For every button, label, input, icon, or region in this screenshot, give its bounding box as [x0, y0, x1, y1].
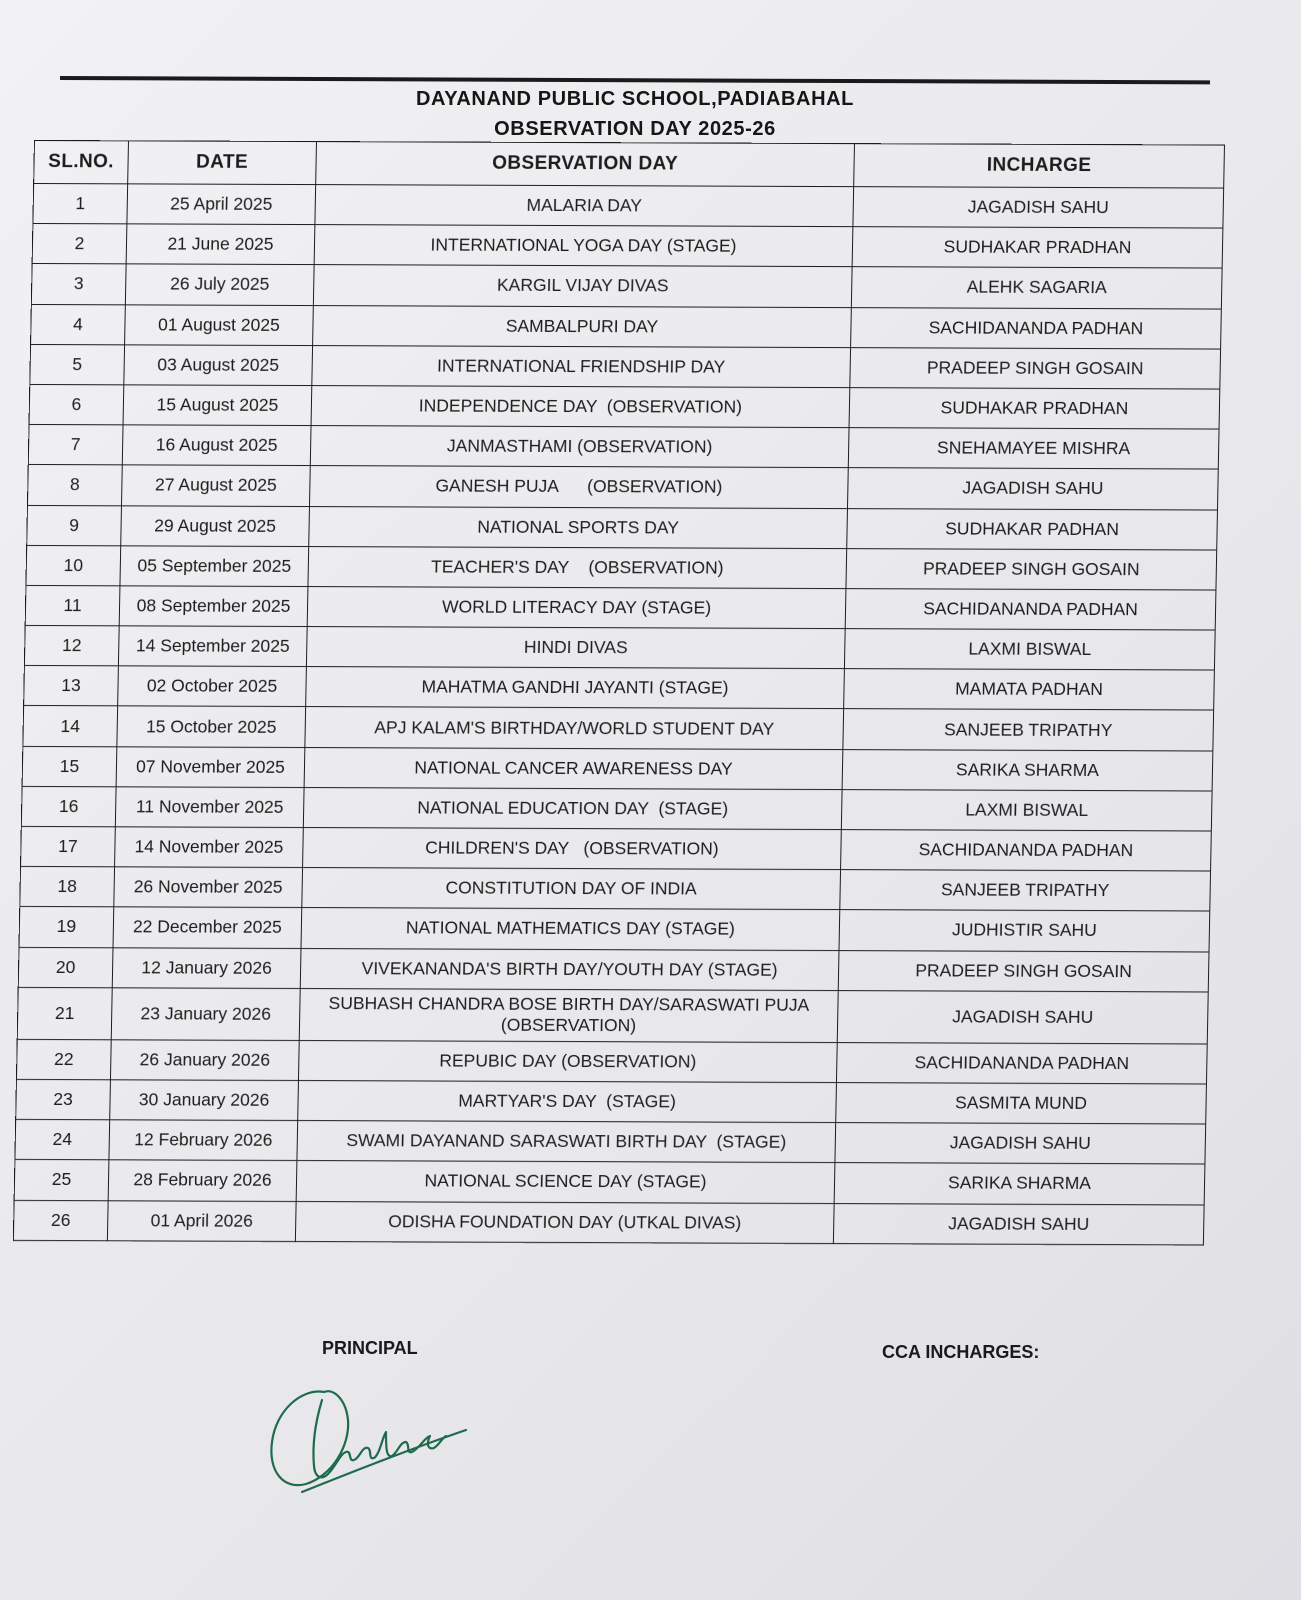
observation-table-wrapper — [13, 140, 1224, 1245]
cell-observation-day: VIVEKANANDA'S BIRTH DAY/YOUTH DAY (STAGE) — [300, 948, 839, 990]
cell-sl-no: 13 — [24, 666, 119, 707]
cell-observation-day: ODISHA FOUNDATION DAY (UTKAL DIVAS) — [295, 1201, 834, 1243]
cell-sl-no: 14 — [23, 706, 118, 747]
cell-date: 26 January 2026 — [110, 1040, 299, 1081]
column-header-sl-no: SL.NO. — [34, 141, 129, 184]
cell-date: 16 August 2025 — [122, 425, 311, 466]
cell-incharge: SACHIDANANDA PADHAN — [841, 830, 1212, 872]
table-row — [26, 545, 1217, 590]
cell-incharge: SARIKA SHARMA — [834, 1163, 1205, 1205]
table-row — [30, 344, 1221, 389]
cell-date: 12 January 2026 — [112, 947, 301, 988]
cell-sl-no: 17 — [21, 826, 116, 867]
cell-observation-day: NATIONAL CANCER AWARENESS DAY — [304, 747, 843, 789]
cell-incharge: SACHIDANANDA PADHAN — [836, 1042, 1207, 1084]
cell-date: 08 September 2025 — [119, 586, 308, 627]
cell-date: 30 January 2026 — [110, 1080, 299, 1121]
cell-observation-day: CHILDREN'S DAY (OBSERVATION) — [303, 828, 842, 870]
table-row — [24, 626, 1215, 671]
cell-incharge: PRADEEP SINGH GOSAIN — [850, 347, 1221, 389]
cell-incharge: PRADEEP SINGH GOSAIN — [838, 950, 1209, 992]
table-row — [24, 666, 1215, 711]
school-name: DAYANAND PUBLIC SCHOOL,PADIABAHAL — [416, 88, 854, 110]
cell-incharge: LAXMI BISWAL — [844, 629, 1215, 671]
table-row — [16, 1079, 1207, 1124]
cell-observation-day: JANMASTHAMI (OBSERVATION) — [310, 426, 849, 468]
cell-incharge: JAGADISH SAHU — [835, 1123, 1206, 1165]
cell-observation-day: SUBHASH CHANDRA BOSE BIRTH DAY/SARASWATI PUJA (OBSERVATION) — [299, 988, 838, 1042]
cell-date: 23 January 2026 — [111, 988, 300, 1041]
cell-sl-no: 23 — [16, 1079, 111, 1120]
cell-incharge: SNEHAMAYEE MISHRA — [848, 428, 1219, 470]
cell-date: 03 August 2025 — [124, 345, 313, 386]
cell-sl-no: 7 — [28, 425, 123, 466]
table-row — [21, 826, 1212, 871]
table-row — [31, 264, 1222, 309]
cell-date: 02 October 2025 — [118, 666, 307, 707]
cell-date: 11 November 2025 — [115, 787, 304, 828]
cell-observation-day: NATIONAL MATHEMATICS DAY (STAGE) — [301, 908, 840, 950]
table-row — [27, 465, 1218, 510]
cell-sl-no: 19 — [19, 907, 114, 948]
cell-date: 22 December 2025 — [113, 907, 302, 948]
cell-date: 25 April 2025 — [127, 184, 316, 225]
cell-incharge: SUDHAKAR PRADHAN — [852, 227, 1223, 269]
cell-date: 15 October 2025 — [117, 706, 306, 747]
cell-observation-day: WORLD LITERACY DAY (STAGE) — [307, 586, 846, 628]
cell-incharge: SUDHAKAR PADHAN — [847, 508, 1218, 550]
cell-observation-day: REPUBIC DAY (OBSERVATION) — [298, 1040, 837, 1082]
cell-observation-day: NATIONAL EDUCATION DAY (STAGE) — [303, 787, 842, 829]
cell-date: 27 August 2025 — [121, 465, 310, 506]
cell-sl-no: 1 — [33, 183, 128, 224]
cell-incharge: JAGADISH SAHU — [853, 187, 1224, 229]
cell-incharge: SANJEEB TRIPATHY — [843, 709, 1214, 751]
cell-observation-day: INTERNATIONAL YOGA DAY (STAGE) — [314, 225, 853, 267]
cell-incharge: JUDHISTIR SAHU — [839, 910, 1210, 952]
cell-observation-day: TEACHER'S DAY (OBSERVATION) — [308, 546, 847, 588]
cell-incharge: LAXMI BISWAL — [841, 789, 1212, 831]
column-header-date: DATE — [128, 141, 317, 185]
cell-sl-no: 9 — [27, 505, 122, 546]
cell-sl-no: 15 — [22, 746, 117, 787]
table-row — [25, 585, 1216, 630]
cell-observation-day: INTERNATIONAL FRIENDSHIP DAY — [312, 345, 851, 387]
table-row — [28, 425, 1219, 470]
principal-label: PRINCIPAL — [322, 1338, 418, 1358]
cell-date: 01 April 2026 — [107, 1200, 296, 1241]
cell-observation-day: MALARIA DAY — [315, 185, 854, 227]
table-row — [20, 867, 1211, 912]
cell-incharge: JAGADISH SAHU — [837, 990, 1208, 1043]
cell-incharge: SARIKA SHARMA — [842, 749, 1213, 791]
cell-date: 01 August 2025 — [125, 304, 314, 345]
document-header — [60, 84, 1210, 144]
cell-incharge: SASMITA MUND — [836, 1083, 1207, 1125]
cell-incharge: ALEHK SAGARIA — [851, 267, 1222, 309]
cell-observation-day: NATIONAL SPORTS DAY — [309, 506, 848, 548]
table-row — [15, 1120, 1206, 1165]
cca-incharges-label: CCA INCHARGES: — [882, 1342, 1040, 1362]
table-row — [31, 304, 1222, 349]
cell-observation-day: NATIONAL SCIENCE DAY (STAGE) — [296, 1161, 835, 1203]
document-title: OBSERVATION DAY 2025-26 — [494, 118, 776, 140]
cell-incharge: JAGADISH SAHU — [847, 468, 1218, 510]
cell-sl-no: 21 — [17, 987, 112, 1039]
cell-sl-no: 8 — [27, 465, 122, 506]
observation-day-table — [13, 140, 1225, 1245]
cell-sl-no: 5 — [30, 344, 125, 385]
cell-sl-no: 18 — [20, 867, 115, 908]
table-row — [21, 786, 1212, 831]
cell-observation-day: APJ KALAM'S BIRTHDAY/WORLD STUDENT DAY — [305, 707, 844, 749]
cell-incharge: SACHIDANANDA PADHAN — [845, 588, 1216, 630]
cell-sl-no: 3 — [31, 264, 126, 305]
cell-sl-no: 25 — [14, 1160, 109, 1201]
table-row — [27, 505, 1218, 550]
cell-incharge: SACHIDANANDA PADHAN — [851, 307, 1222, 349]
cell-incharge: JAGADISH SAHU — [833, 1203, 1204, 1245]
cell-observation-day: SAMBALPURI DAY — [313, 305, 852, 347]
table-row — [16, 1039, 1207, 1084]
cell-observation-day: MARTYAR'S DAY (STAGE) — [298, 1080, 837, 1122]
table-body — [13, 183, 1223, 1244]
cell-date: 14 November 2025 — [115, 827, 304, 868]
cell-observation-day: GANESH PUJA (OBSERVATION) — [309, 466, 848, 508]
table-header-row — [34, 141, 1225, 189]
principal-signature — [262, 1380, 482, 1510]
table-row — [29, 384, 1220, 429]
cell-date: 05 September 2025 — [120, 546, 309, 587]
cell-observation-day: MAHATMA GANDHI JAYANTI (STAGE) — [306, 667, 845, 709]
cell-sl-no: 22 — [16, 1039, 111, 1080]
cell-date: 28 February 2026 — [108, 1160, 297, 1201]
cell-sl-no: 26 — [13, 1200, 108, 1241]
cell-sl-no: 4 — [31, 304, 126, 345]
cell-sl-no: 2 — [32, 224, 127, 265]
table-row — [23, 706, 1214, 751]
cell-date: 15 August 2025 — [123, 385, 312, 426]
column-header-incharge: INCHARGE — [854, 144, 1225, 188]
cell-date: 12 February 2026 — [109, 1120, 298, 1161]
cell-observation-day: CONSTITUTION DAY OF INDIA — [302, 868, 841, 910]
cell-incharge: SANJEEB TRIPATHY — [840, 870, 1211, 912]
cell-sl-no: 16 — [21, 786, 116, 827]
table-row — [17, 987, 1208, 1044]
cell-date: 29 August 2025 — [121, 505, 310, 546]
cell-date: 14 September 2025 — [118, 626, 307, 667]
cell-sl-no: 11 — [25, 585, 120, 626]
column-header-observation-day: OBSERVATION DAY — [316, 142, 855, 187]
table-row — [13, 1200, 1204, 1245]
cell-incharge: MAMATA PADHAN — [844, 669, 1215, 711]
table-row — [33, 183, 1224, 228]
cell-incharge: SUDHAKAR PRADHAN — [849, 388, 1220, 430]
cell-observation-day: KARGIL VIJAY DIVAS — [313, 265, 852, 307]
cell-date: 26 November 2025 — [114, 867, 303, 908]
cell-observation-day: HINDI DIVAS — [306, 627, 845, 669]
cell-sl-no: 12 — [24, 626, 119, 667]
cell-sl-no: 20 — [18, 947, 113, 988]
cell-sl-no: 24 — [15, 1120, 110, 1161]
table-row — [19, 907, 1210, 952]
cell-sl-no: 10 — [26, 545, 121, 586]
table-row — [22, 746, 1213, 791]
table-row — [32, 224, 1223, 269]
cell-observation-day: SWAMI DAYANAND SARASWATI BIRTH DAY (STAGE) — [297, 1121, 836, 1163]
cell-incharge: PRADEEP SINGH GOSAIN — [846, 548, 1217, 590]
table-row — [18, 947, 1209, 992]
cell-sl-no: 6 — [29, 384, 124, 425]
cell-date: 26 July 2025 — [125, 264, 314, 305]
cell-date: 21 June 2025 — [126, 224, 315, 265]
cell-date: 07 November 2025 — [116, 746, 305, 787]
cell-observation-day: INDEPENDENCE DAY (OBSERVATION) — [311, 386, 850, 428]
table-row — [14, 1160, 1205, 1205]
